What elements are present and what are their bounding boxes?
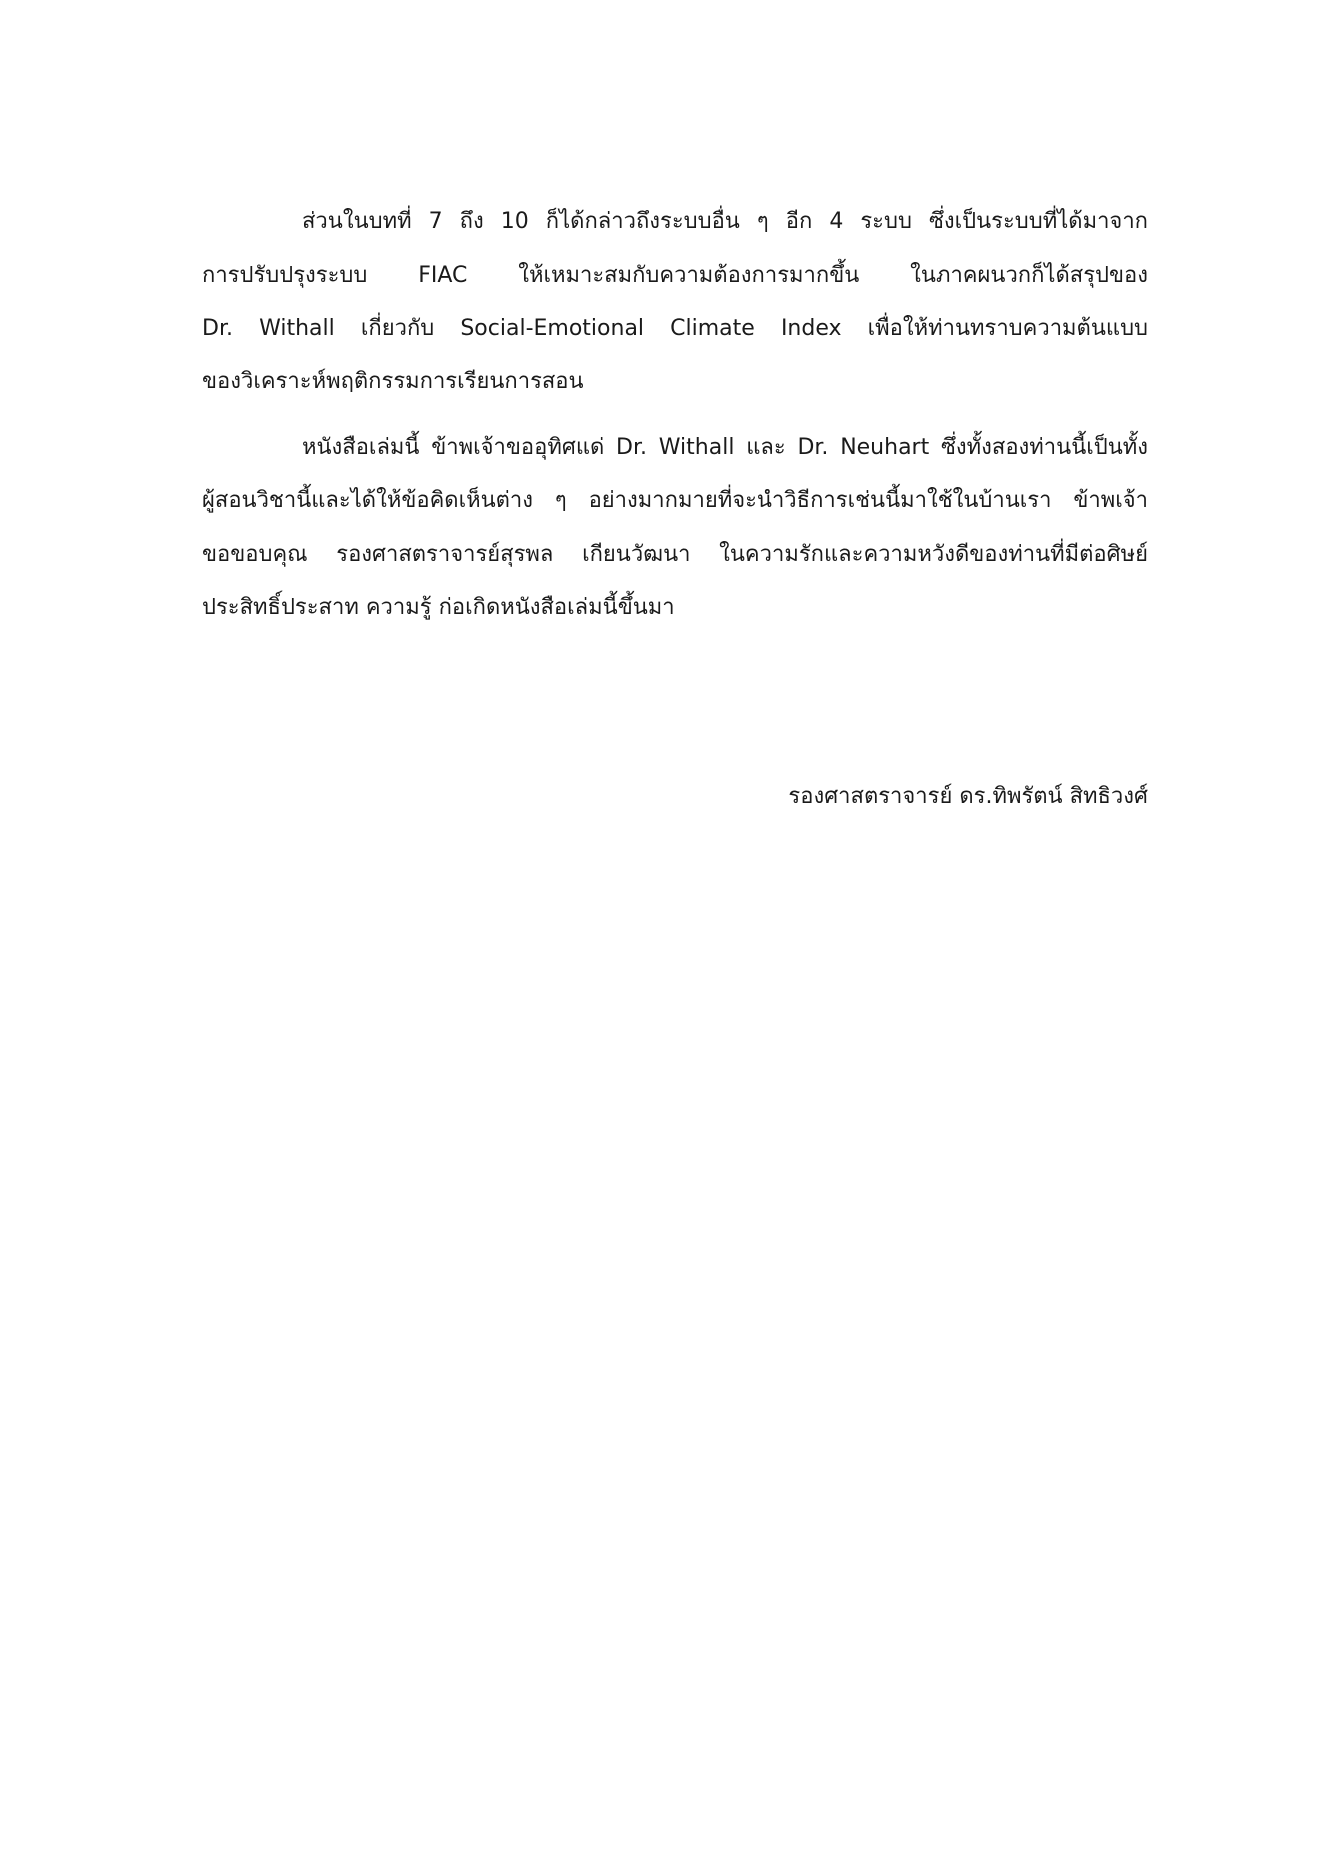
- paragraph-line: Dr. Withall เกี่ยวกับ Social-Emotional Climate Index เพื่อให้ท่านทราบความต้นแบบ: [202, 316, 1148, 341]
- paragraph-line: ส่วนในบทที่ 7 ถึง 10 ก็ได้กล่าวถึงระบบอื่น ๆ อีก 4 ระบบ ซึ่งเป็นระบบที่ได้มาจาก: [302, 209, 1148, 234]
- paragraph-line: หนังสือเล่มนี้ ข้าพเจ้าขออุทิศแด่ Dr. Withall และ Dr. Neuhart ซึ่งทั้งสองท่านนี้เป็นทั้ง: [302, 435, 1148, 460]
- paragraph-line: ขอขอบคุณ รองศาสตราจารย์สุรพล เกียนวัฒนา ในความรักและความหวังดีของท่านที่มีต่อศิษย์: [202, 542, 1148, 567]
- paragraph-line: ผู้สอนวิชานี้และได้ให้ข้อคิดเห็นต่าง ๆ อย่างมากมายที่จะนำวิธีการเช่นนี้มาใช้ในบ้านเรา ข้าพเจ้า: [202, 488, 1148, 513]
- paragraph-line: การปรับปรุงระบบ FIAC ให้เหมาะสมกับความต้องการมากขึ้น ในภาคผนวกก็ได้สรุปของ: [202, 263, 1148, 288]
- author-signature: รองศาสตราจารย์ ดร.ทิพรัตน์ สิทธิวงศ์: [788, 784, 1148, 809]
- paragraph-line: ประสิทธิ์ประสาท ความรู้ ก่อเกิดหนังสือเล่มนี้ขึ้นมา: [202, 595, 675, 620]
- paragraph-line: ของวิเคราะห์พฤติกรรมการเรียนการสอน: [202, 369, 584, 394]
